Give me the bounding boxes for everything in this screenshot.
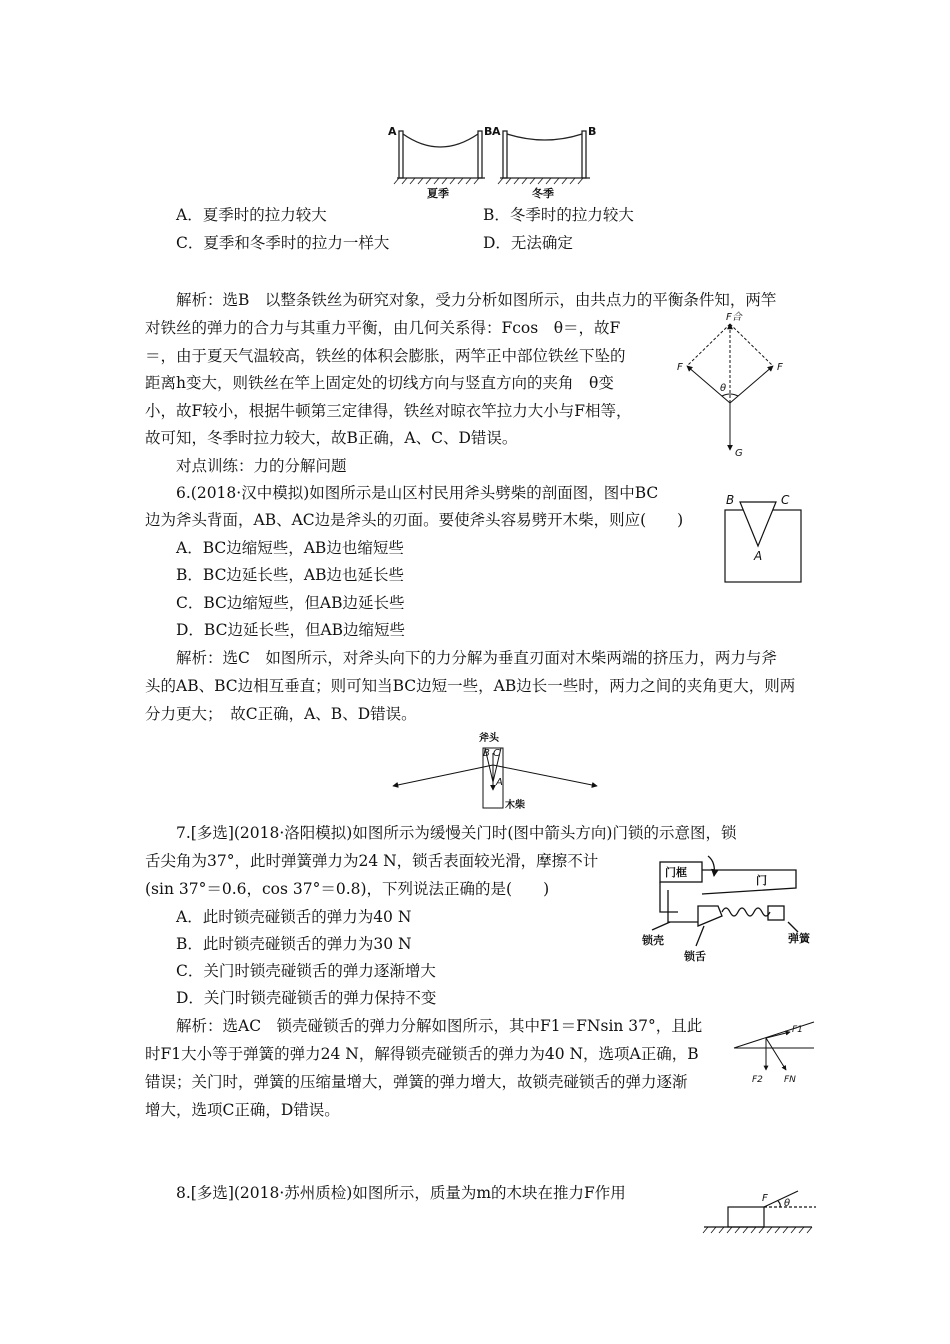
sol5-line-3: ＝，由于夏天气温较高，铁丝的体积会膨胀，两竿正中部位铁丝下坠的 (145, 347, 626, 365)
q6-line-1: 6.(2018·汉中模拟)如图所示是山区村民用斧头劈柴的剖面图，图中BC (176, 484, 659, 502)
sol5-line-5: 小，故F较小，根据牛顿第三定律得，铁丝对晾衣竿拉力大小与F相等， (145, 402, 632, 420)
label-theta-block: θ (784, 1198, 791, 1209)
sol6-line-3: 分力更大； 故C正确，A、B、D错误。 (145, 705, 417, 723)
axe-forces-figure (385, 728, 605, 812)
label-winter: 冬季 (532, 187, 554, 200)
sol5-line-2: 对铁丝的弹力的合力与其重力平衡，由几何关系得：Fcos θ＝，故F (145, 319, 621, 337)
label-b-winter: B (588, 125, 597, 138)
axe-wood-figure (718, 488, 808, 586)
door-lock-figure (638, 848, 823, 966)
q6-option-c: C．BC边缩短些，但AB边延长些 (176, 594, 405, 612)
label-a-summer: A (388, 125, 397, 138)
sol7-line-4: 增大，选项C正确，D错误。 (145, 1101, 340, 1119)
q5-option-c: C．夏季和冬季时的拉力一样大 (176, 234, 390, 252)
q8-line-1: 8.[多选](2018·苏州质检)如图所示，质量为m的木块在推力F作用 (176, 1184, 626, 1202)
sol7-line-1: 解析：选AC 锁壳碰锁舌的弹力分解如图所示，其中F1＝FNsin 37°，且此 (176, 1017, 703, 1035)
q5-option-b: B．冬季时的拉力较大 (483, 206, 634, 224)
label-spring: 弹簧 (788, 932, 810, 945)
q6-line-2: 边为斧头背面，AB、AC边是斧头的刃面。要使斧头容易劈开木柴，则应( ) (145, 511, 684, 529)
label-f: F (762, 1193, 768, 1204)
label-lock-tongue: 锁舌 (684, 950, 706, 963)
q7-option-a: A．此时锁壳碰锁舌的弹力为40 N (176, 908, 412, 926)
q5-option-d: D．无法确定 (483, 234, 573, 252)
section-title: 对点训练：力的分解问题 (176, 457, 347, 475)
sol5-line-4: 距离h变大，则铁丝在竿上固定处的切线方向与竖直方向的夹角 θ变 (145, 374, 614, 392)
label-f-left: F (677, 362, 683, 373)
label-bc: B C (483, 748, 501, 759)
label-f2: F2 (752, 1075, 763, 1085)
q7-option-d: D．关门时锁壳碰锁舌的弹力保持不变 (176, 989, 437, 1007)
label-a-winter: A (492, 125, 501, 138)
q7-option-c: C．关门时锁壳碰锁舌的弹力逐渐增大 (176, 962, 436, 980)
label-door-frame: 门框 (665, 866, 687, 879)
axe-label-c: C (781, 493, 790, 507)
q7-line-1: 7.[多选](2018·洛阳模拟)如图所示为缓慢关门时(图中箭头方向)门锁的示意图，锁 (176, 824, 737, 842)
label-g: G (735, 448, 743, 459)
q6-option-b: B．BC边延长些，AB边也延长些 (176, 566, 405, 584)
label-theta: θ (720, 383, 727, 394)
label-axe: 斧头 (479, 733, 499, 744)
label-b-summer: B (484, 125, 493, 138)
axe-label-a: A (754, 549, 763, 563)
label-f-he: F合 (726, 312, 742, 323)
sol7-line-2: 时F1大小等于弹簧的弹力24 N，解得锁壳碰锁舌的弹力为40 N，选项A正确，B (145, 1045, 699, 1063)
label-wood: 木柴 (505, 800, 525, 811)
f1-fn-figure (730, 1018, 822, 1090)
label-a: A (496, 777, 503, 788)
label-fn: FN (784, 1075, 796, 1085)
q7-option-b: B．此时锁壳碰锁舌的弹力为30 N (176, 935, 412, 953)
label-f-right: F (777, 362, 783, 373)
sol5-line-6: 故可知，冬季时拉力较大，故B正确，A、C、D错误。 (145, 429, 518, 447)
sol6-line-2: 头的AB、BC边相互垂直；则可知当BC边短一些，AB边长一些时，两力之间的夹角更大，则两 (145, 677, 796, 695)
pole-wire-figure (385, 118, 600, 200)
q6-option-d: D．BC边延长些，但AB边缩短些 (176, 621, 406, 639)
sol5-line-1: 解析：选B 以整条铁丝为研究对象，受力分析如图所示，由共点力的平衡条件知，两竿 (176, 291, 777, 309)
q7-line-2: 舌尖角为37°，此时弹簧弹力为24 N，锁舌表面较光滑，摩擦不计 (145, 852, 599, 870)
label-lock-shell: 锁壳 (642, 934, 664, 947)
q7-line-3: (sin 37°＝0.6，cos 37°＝0.8)，下列说法正确的是( ) (145, 880, 550, 898)
q5-option-a: A．夏季时的拉力较大 (176, 206, 327, 224)
label-summer: 夏季 (427, 187, 449, 200)
axe-label-b: B (726, 493, 735, 507)
block-force-figure (700, 1185, 825, 1243)
sol6-line-1: 解析：选C 如图所示，对斧头向下的力分解为垂直刃面对木柴两端的挤压力，两力与斧 (176, 649, 777, 667)
q6-option-a: A．BC边缩短些，AB边也缩短些 (176, 539, 404, 557)
force-diagram-figure (672, 308, 794, 460)
sol7-line-3: 错误；关门时，弹簧的压缩量增大，弹簧的弹力增大，故锁壳碰锁舌的弹力逐渐 (145, 1073, 688, 1091)
label-door: 门 (756, 874, 767, 887)
label-f1: F1 (792, 1025, 803, 1035)
